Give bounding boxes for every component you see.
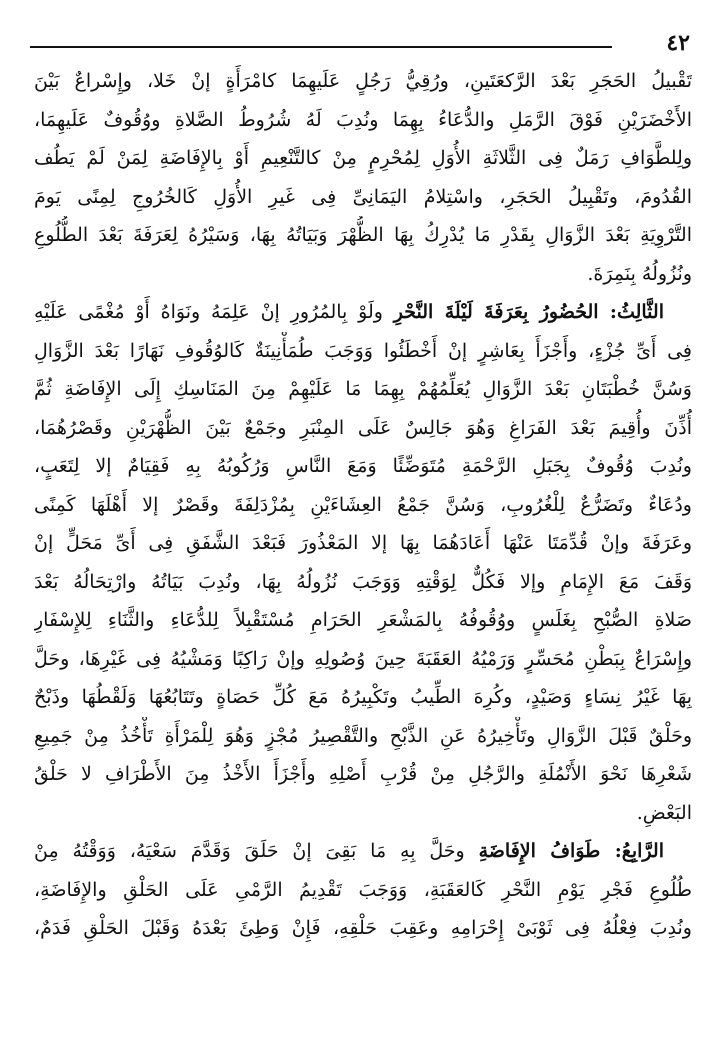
section-heading-line: [34, 832, 692, 871]
text-line: تَقْبيلُ الحَجَرِ بَعْدَ الرَّكعَتَينِ، ورُقِيُّ رَجُلٍ عَلَيهِمَا كامْرَأَةٍ إنْ خَلا، وإِسْراعٌ بَيْنَ: [34, 70, 692, 92]
body-text: [34, 62, 692, 948]
text-line: ونُزُولُهُ بِنَمِرَةَ.: [587, 262, 692, 285]
text-span: ولَوْ بِالمُرُورِ إنْ عَلِمَهُ ونَوَاهُ أَوْ مُغْمًى عَلَيْهِ: [34, 301, 383, 323]
text-line: فِى أَىِّ جُزْءٍ، وأَجْزَأَ بِعَاشِرٍ إنْ أَخْطَئُوا وَوَجَبَ طُمَأْنِينَةٌ كَالوُقُوفِ نَهَارًا بَعْدَ الزَّوَالِ: [34, 339, 692, 362]
text-line: التَّرْوِيَةِ بَعْدَ الزَّوَالِ بِقَدْرِ مَا يُدْرِكُ بِهَا الظُّهْرَ وَبَيَاتُهُ بِهَا، وَسَيْرُهُ لِعَرَفَةَ بَعْدَ الطُّلُوعِ: [34, 224, 692, 246]
page-header: [30, 30, 700, 60]
text-line: ودُعَاءٌ وتَضَرُّعٌ لِلْغُرُوبِ، وَسُنَّ جَمْعُ العِشَاءَيْنِ بِمُزْدَلِفَةَ وقَصْرٌ إلا أَهْلَهَا كَمِنًى: [34, 493, 692, 516]
section-heading-third: الثَّالِثُ: الحُضُورُ بِعَرَفَةَ لَيْلَةَ النَّحْرِ: [393, 301, 664, 323]
text-line: أُذِّنَ وأُقِيمَ بَعْدَ الفَرَاغِ وَهُوَ جَالِسٌ عَلَى المِنْبَرِ وجَمْعٌ بَيْنَ الظُّهْرَيْنِ وقَصْرُهُمَا،: [34, 416, 692, 439]
text-line: شَعْرِهَا نَحْوَ الأَنْمُلَةِ والرَّجُلِ مِنْ قُرْبِ أَصْلِهِ وأَجْزَأَ الأَخْذُ مِنَ الأَطْرَافِ لا حَلْقُ: [34, 763, 692, 785]
header-rule: [30, 46, 612, 48]
text-span: وحَلَّ بِهِ مَا بَقِىَ إنْ حَلَقَ وَقَدَّمَ سَعْيَهُ، وَوَقْتُهُ مِنْ: [34, 840, 465, 862]
text-line: وَسُنَّ خُطْبَتَانِ بَعْدَ الزَّوَالِ يُعَلِّمُهُمْ بِهِمَا مَا عَلَيْهِمْ مِنَ المَنَاسِكِ إِلَى الإِفَاضَةِ ثُمَّ: [34, 378, 692, 400]
text-line: ونُدِبَ فِعْلُهُ فِى ثَوْبَىْ إِحْرَامِهِ وعَقِبَ حَلْقِهِ، فَإِنْ وَطِئَ بَعْدَهُ وَقَبْلَ الحَلْقِ فَدَمٌ،: [34, 917, 692, 939]
text-line: القُدُومَ، وتَقْبِيلُ الحَجَرِ، واسْتِلامُ اليَمَانِىِّ فِى غَيرِ الأُوَلِ كَالخُرُوجِ لِمِنًى يَومَ: [34, 185, 692, 208]
page-number: ٤٢: [666, 30, 690, 56]
section-heading-line: [34, 293, 692, 332]
section-heading-fourth: الرَّابِعُ: طَوَافُ الإِفَاضَةِ: [478, 840, 664, 862]
text-line: البَعْضِ.: [636, 801, 692, 824]
text-line: ولِلطَّوَافِ رَمَلٌ فِى الثَّلاثَةِ الأُوَلِ لِمُحْرِمٍ مِنْ كالتَّنْعِيمِ أَوْ بِالإِفَاضَةِ لِمَنْ لَمْ يَطُف: [34, 147, 692, 169]
text-line: وإِسْرَاعٌ بِبَطْنِ مُحَسِّرٍ وَرَمْيُهُ العَقَبَةَ حِينَ وُصُولِهِ وإنْ رَاكِبًا وَمَشْيُهُ فِى غَيْرِهَا، وحَلَّ: [34, 647, 692, 670]
text-line: وحَلْقٌ قَبْلَ الزَّوَالِ وتَأْخِيرُهُ عَنِ الذَّبْحِ والتَّقْصِيرُ مُجْزٍ وَهُوَ لِلْمَرْأَةِ تَأْخُذُ مِنْ جَمِيعِ: [34, 724, 692, 747]
text-line: صَلاةِ الصُّبْحِ بِغَلَسٍ ووُقُوفُهُ بِالمَشْعَرِ الحَرَامِ مُسْتَقْبِلاً لِلدُّعَاءِ والثَّنَاءِ لِلإِسْفَارِ: [34, 609, 692, 631]
text-line: طُلُوعِ فَجْرِ يَوْمِ النَّحْرِ كَالعَقَبَةِ، وَوَجَبَ تَقْدِيمُ الرَّمْىِ عَلَى الحَلْقِ والإِفَاضَةِ،: [34, 878, 692, 901]
text-line: وعَرَفَةَ وإنْ قُدِّمَتَا عَنْهَا أَعَادَهُمَا بِهَا إلا المَعْذُورَ فَبَعْدَ الشَّفَقِ فِى أَىِّ مَحَلٍّ إنْ: [34, 532, 692, 554]
text-line: بِهَا غَيْرُ نِسَاءٍ وَصَيْدٍ، وكُرِهَ الطِّيبُ وتَكْبِيرُهُ مَعَ كُلِّ حَصَاةٍ وتَتَابُعُهَا وَلَقْطُهَا وذَبْحٌ: [34, 686, 692, 708]
text-line: وَقَفَ مَعَ الإِمَامِ وإلا فَكُلٌّ لِوَقْتِهِ وَوَجَبَ نُزُولُهُ بِهَا، ونُدِبَ بَيَاتُهُ وارْتِحَالُهُ بَعْدَ: [34, 570, 692, 593]
text-line: ونُدِبَ وُقُوفٌ بِجَبَلِ الرَّحْمَةِ مُتَوَضِّئًا وَمَعَ النَّاسِ وَرُكُوبُهُ بِهِ فَقِيَامٌ إلا لِتَعَبٍ،: [34, 455, 692, 477]
text-line: الأَخْضَرَيْنِ فَوْقَ الرَّمَلِ والدُّعَاءُ بِهِمَا ونُدِبَ لَهُ شُرُوطُ الصَّلاةِ ووُقُوفٌ عَلَيهِمَا،: [34, 108, 692, 131]
